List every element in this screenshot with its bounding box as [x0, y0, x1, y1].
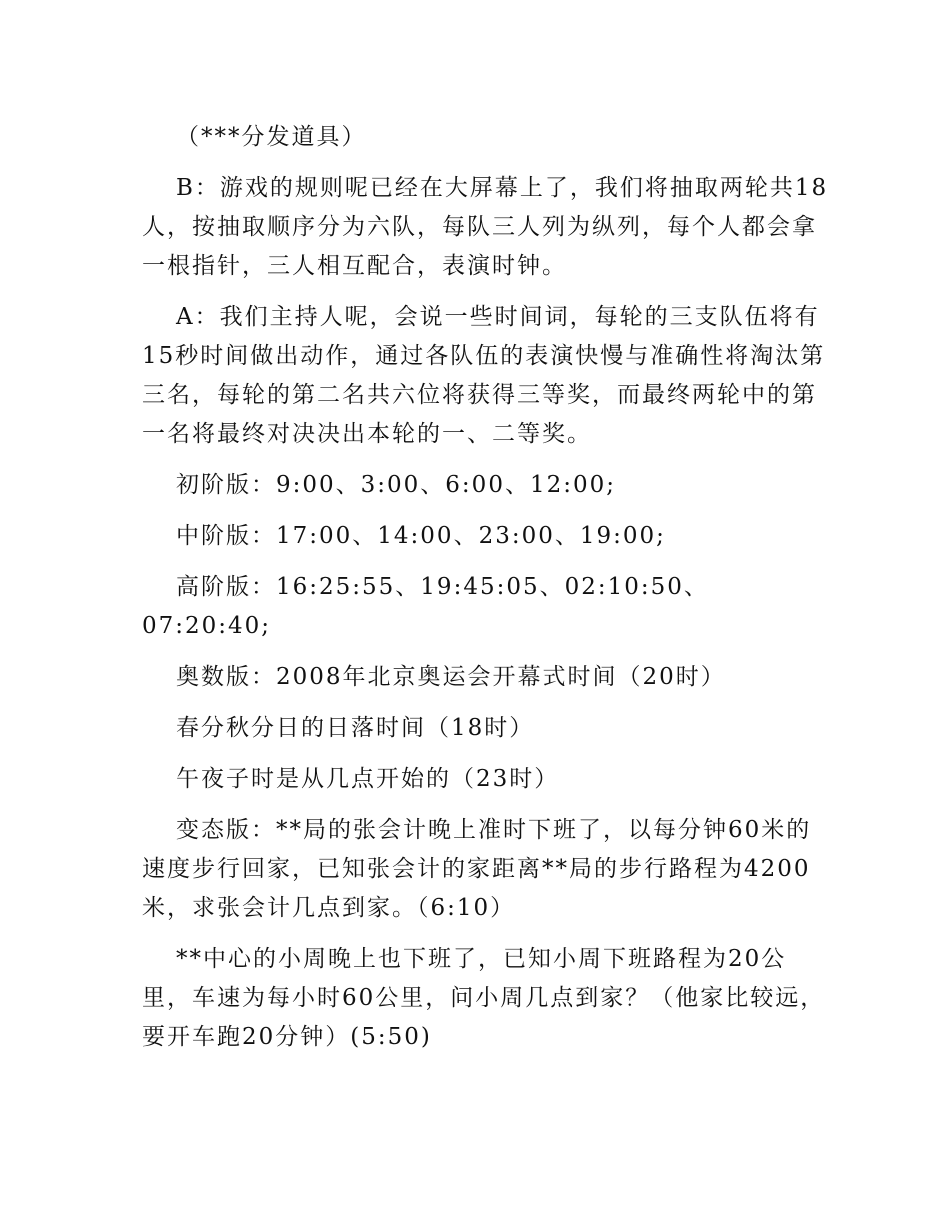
paragraph-equinox-question: 春分秋分日的日落时间（18时）	[176, 715, 535, 741]
paragraph-midnight-question: 午夜子时是从几点开始的（23时）	[176, 766, 560, 792]
paragraph-host-explanation: A：我们主持人呢，会说一些时间词，每轮的三支队伍将有15秒时间做出动作，通过各队伍的表演快慢与准确性将淘汰第三名，每轮的第二名共六位将获得三等奖，而最终两轮中的第一名将最终对决决出本轮的一、二等奖。	[142, 304, 826, 447]
paragraph-advanced-level: 高阶版：16:25:55、19:45:05、02:10:50、07:20:40;	[142, 574, 709, 639]
paragraph-beginner-level: 初阶版：9:00、3:00、6:00、12:00;	[176, 472, 616, 498]
paragraph-intermediate-level: 中阶版：17:00、14:00、23:00、19:00;	[176, 523, 666, 549]
paragraph-xiaozhou-question: **中心的小周晚上也下班了，已知小周下班路程为20公里，车速为每小时60公里，问小周几点到家？（他家比较远，要开车跑20分钟）(5:50)	[142, 946, 826, 1050]
paragraph-extreme-level: 变态版：**局的张会计晚上准时下班了，以每分钟60米的速度步行回家，已知张会计的家距离**局的步行路程为4200米，求张会计几点到家。（6:10）	[142, 817, 812, 921]
document-body	[142, 118, 832, 1069]
paragraph-olympiad-level: 奥数版：2008年北京奥运会开幕式时间（20时）	[176, 664, 726, 690]
paragraph-game-rules: B：游戏的规则呢已经在大屏幕上了，我们将抽取两轮共18人，按抽取顺序分为六队，每队三人列为纵列，每个人都会拿一根指针，三人相互配合，表演时钟。	[142, 175, 829, 279]
paragraph-props-distribution: （***分发道具）	[176, 124, 367, 150]
